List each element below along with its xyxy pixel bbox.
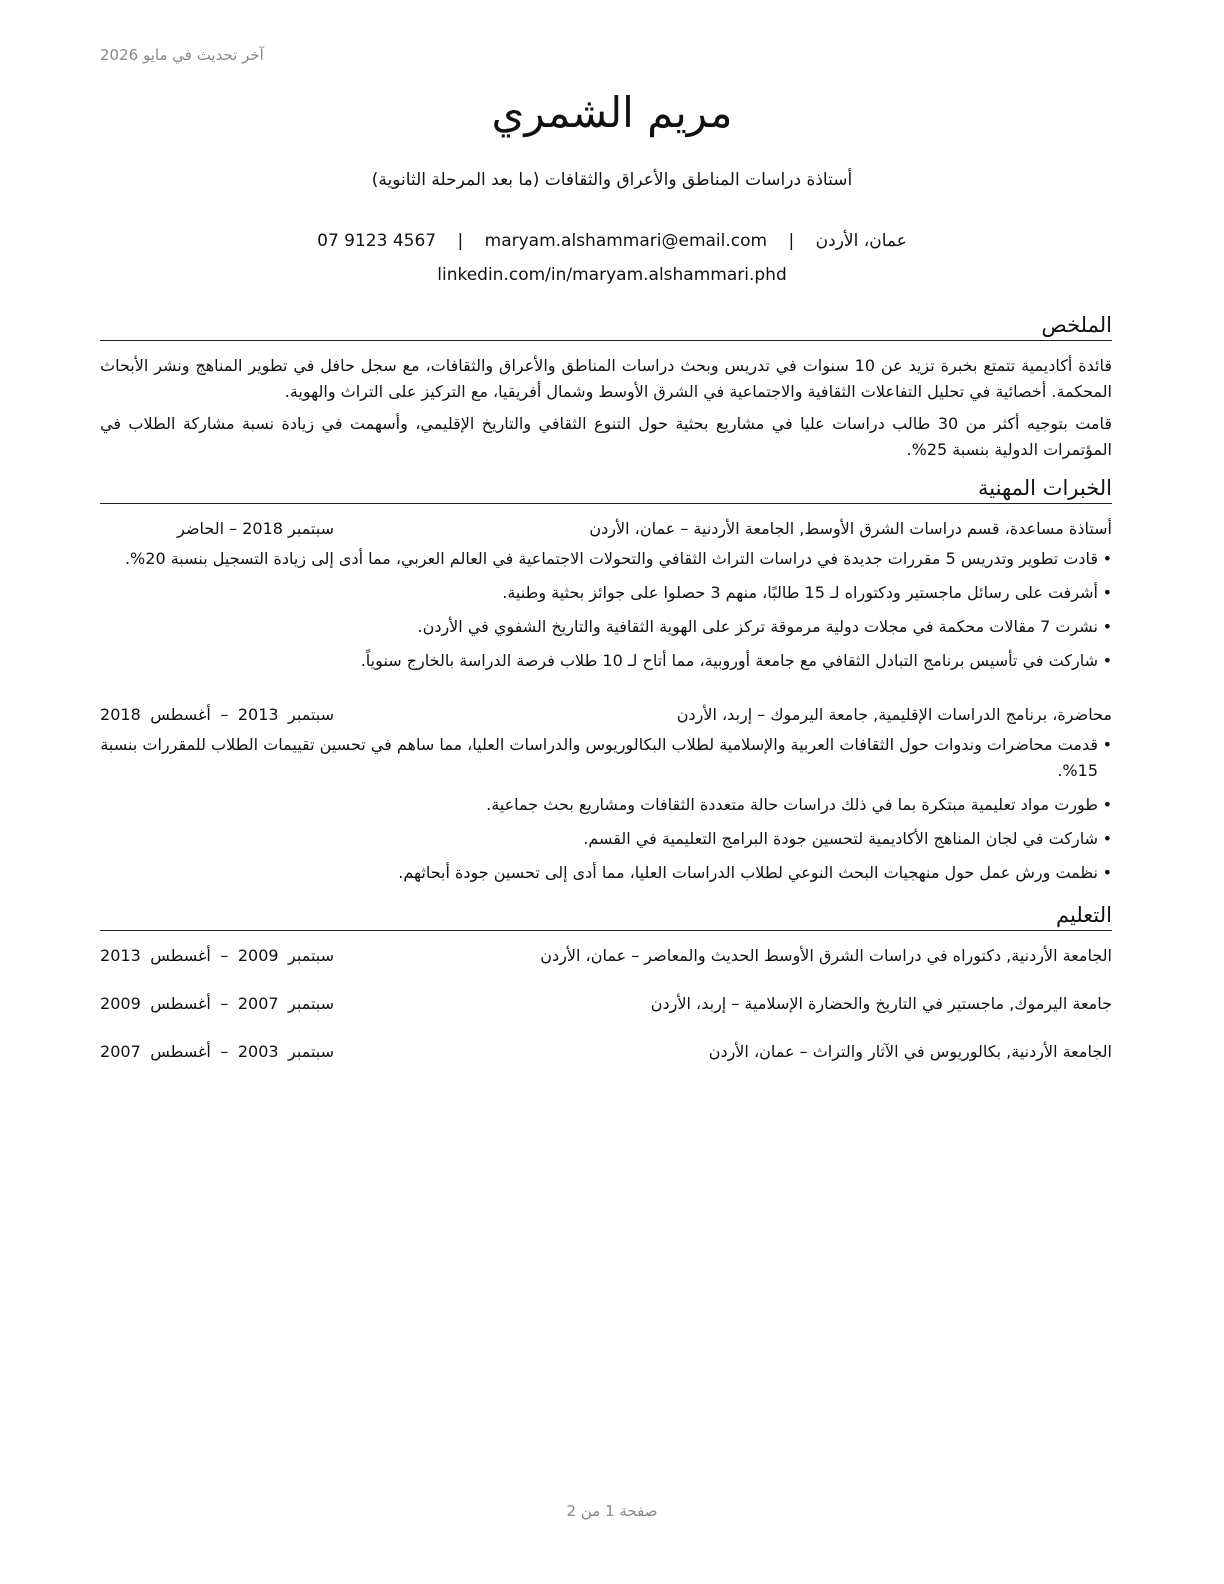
date-end-year: 2018 — [100, 705, 141, 724]
education-title: جامعة اليرموك, ماجستير في التاريخ والحضارة الإسلامية – إربد، الأردن — [650, 994, 1112, 1013]
section-title: الملخص — [100, 310, 1112, 341]
job-dates — [100, 516, 334, 542]
job-header — [100, 516, 1112, 542]
section-title: التعليم — [100, 900, 1112, 931]
job-header — [100, 702, 1112, 728]
phone-text: 07 9123 4567 — [317, 231, 437, 251]
job-dates — [100, 702, 334, 728]
candidate-name: مريم الشمري — [491, 88, 733, 137]
resume-body — [100, 310, 1112, 1087]
date-dash: – — [220, 994, 229, 1013]
date-end-month: أغسطس — [150, 705, 211, 724]
linkedin-line — [0, 258, 1224, 292]
date-start-year: 2009 — [237, 946, 279, 965]
date-dash: – — [220, 946, 229, 965]
section-title: الخبرات المهنية — [100, 473, 1112, 504]
list-item: • أشرفت على رسائل ماجستير ودكتوراه لـ 15 طالبًا، منهم 3 حصلوا على جوائز بحثية وطنية. — [100, 580, 1098, 606]
date-start-year: 2003 — [237, 1042, 279, 1061]
date-end-month: أغسطس — [150, 1042, 211, 1061]
education-entry — [100, 991, 1112, 1017]
date-end-year: 2013 — [100, 946, 141, 965]
job-bullets — [100, 732, 1112, 886]
education-title: الجامعة الأردنية, بكالوريوس في الآثار والتراث – عمان، الأردن — [708, 1042, 1112, 1061]
list-item: • قدمت محاضرات وندوات حول الثقافات العربية والإسلامية لطلاب البكالوريوس والدراسات العليا، مما ساهم في تحسين تقييمات الطلاب للمقررات بنسبة 15%. — [100, 732, 1098, 784]
education-section — [100, 900, 1112, 1065]
summary-section — [100, 310, 1112, 463]
experience-section — [100, 473, 1112, 886]
last-updated-note: آخر تحديث في مايو 2026 — [100, 46, 264, 64]
date-dash: – — [220, 705, 229, 724]
date-start-month: سبتمبر — [288, 994, 334, 1013]
list-item: • طورت مواد تعليمية مبتكرة بما في ذلك دراسات حالة متعددة الثقافات ومشاريع بحث جماعية. — [100, 792, 1098, 818]
job-title: أستاذة مساعدة، قسم دراسات الشرق الأوسط, الجامعة الأردنية – عمان، الأردن — [589, 519, 1112, 538]
date-text: سبتمبر 2018 – الحاضر — [177, 519, 334, 538]
date-end-year: 2009 — [100, 994, 141, 1013]
location-text: عمان، الأردن — [815, 231, 907, 251]
job-bullets — [100, 546, 1112, 674]
contact-block — [0, 224, 1224, 292]
contact-line — [0, 224, 1224, 258]
list-item: • نظمت ورش عمل حول منهجيات البحث النوعي لطلاب الدراسات العليا، مما أدى إلى تحسين جودة أبحاثهم. — [100, 860, 1098, 886]
date-start-month: سبتمبر — [288, 705, 334, 724]
list-item: • شاركت في لجان المناهج الأكاديمية لتحسين جودة البرامج التعليمية في القسم. — [100, 826, 1098, 852]
education-dates — [100, 1039, 334, 1065]
education-dates — [100, 943, 334, 969]
page-number: صفحة 1 من 2 — [566, 1502, 658, 1520]
education-dates — [100, 991, 334, 1017]
job-entry — [100, 516, 1112, 674]
linkedin-link[interactable]: linkedin.com/in/maryam.alshammari.phd — [437, 265, 787, 285]
date-dash: – — [220, 1042, 229, 1061]
date-end-month: أغسطس — [150, 994, 211, 1013]
date-start-month: سبتمبر — [288, 946, 334, 965]
job-entry — [100, 702, 1112, 886]
date-start-year: 2007 — [237, 994, 279, 1013]
education-title: الجامعة الأردنية, دكتوراه في دراسات الشرق الأوسط الحديث والمعاصر – عمان، الأردن — [540, 946, 1112, 965]
date-start-month: سبتمبر — [288, 1042, 334, 1061]
education-entry — [100, 943, 1112, 969]
separator: | — [457, 231, 464, 251]
date-end-year: 2007 — [100, 1042, 141, 1061]
list-item: • نشرت 7 مقالات محكمة في مجلات دولية مرموقة تركز على الهوية الثقافية والتاريخ الشفوي في الأردن. — [100, 614, 1098, 640]
date-end-month: أغسطس — [150, 946, 211, 965]
candidate-tagline: أستاذة دراسات المناطق والأعراق والثقافات (ما بعد المرحلة الثانوية) — [371, 170, 853, 190]
education-entry — [100, 1039, 1112, 1065]
separator: | — [788, 231, 795, 251]
job-title: محاضرة، برنامج الدراسات الإقليمية, جامعة اليرموك – إربد، الأردن — [676, 705, 1112, 724]
summary-paragraph: قامت بتوجيه أكثر من 30 طالب دراسات عليا في مشاريع بحثية حول التنوع الثقافي والتاريخ الإقليمي، وأسهمت في زيادة نسبة مشاركة الطلاب في المؤتمرات الدولية بنسبة 25%. — [100, 414, 1113, 459]
list-item: • قادت تطوير وتدريس 5 مقررات جديدة في دراسات التراث الثقافي والتحولات الاجتماعية في العالم العربي، مما أدى إلى زيادة التسجيل بنسبة 20%. — [100, 546, 1098, 572]
summary-paragraph: قائدة أكاديمية تتمتع بخبرة تزيد عن 10 سنوات في تدريس وبحث دراسات المناطق والأعراق والثقافات، مع سجل حافل في تطوير المناهج ونشر الأبحاث المحكمة. أخصائية في تحليل التفاعلات الثقافية والاجتماعية في الشرق الأوسط وشمال أفريقيا، مع التركيز على التراث والهوية. — [100, 356, 1112, 401]
list-item: • شاركت في تأسيس برنامج التبادل الثقافي مع جامعة أوروبية، مما أتاح لـ 10 طلاب فرصة الدراسة بالخارج سنوياً. — [100, 648, 1098, 674]
email-link[interactable]: maryam.alshammari@email.com — [484, 231, 768, 251]
date-start-year: 2013 — [237, 705, 279, 724]
